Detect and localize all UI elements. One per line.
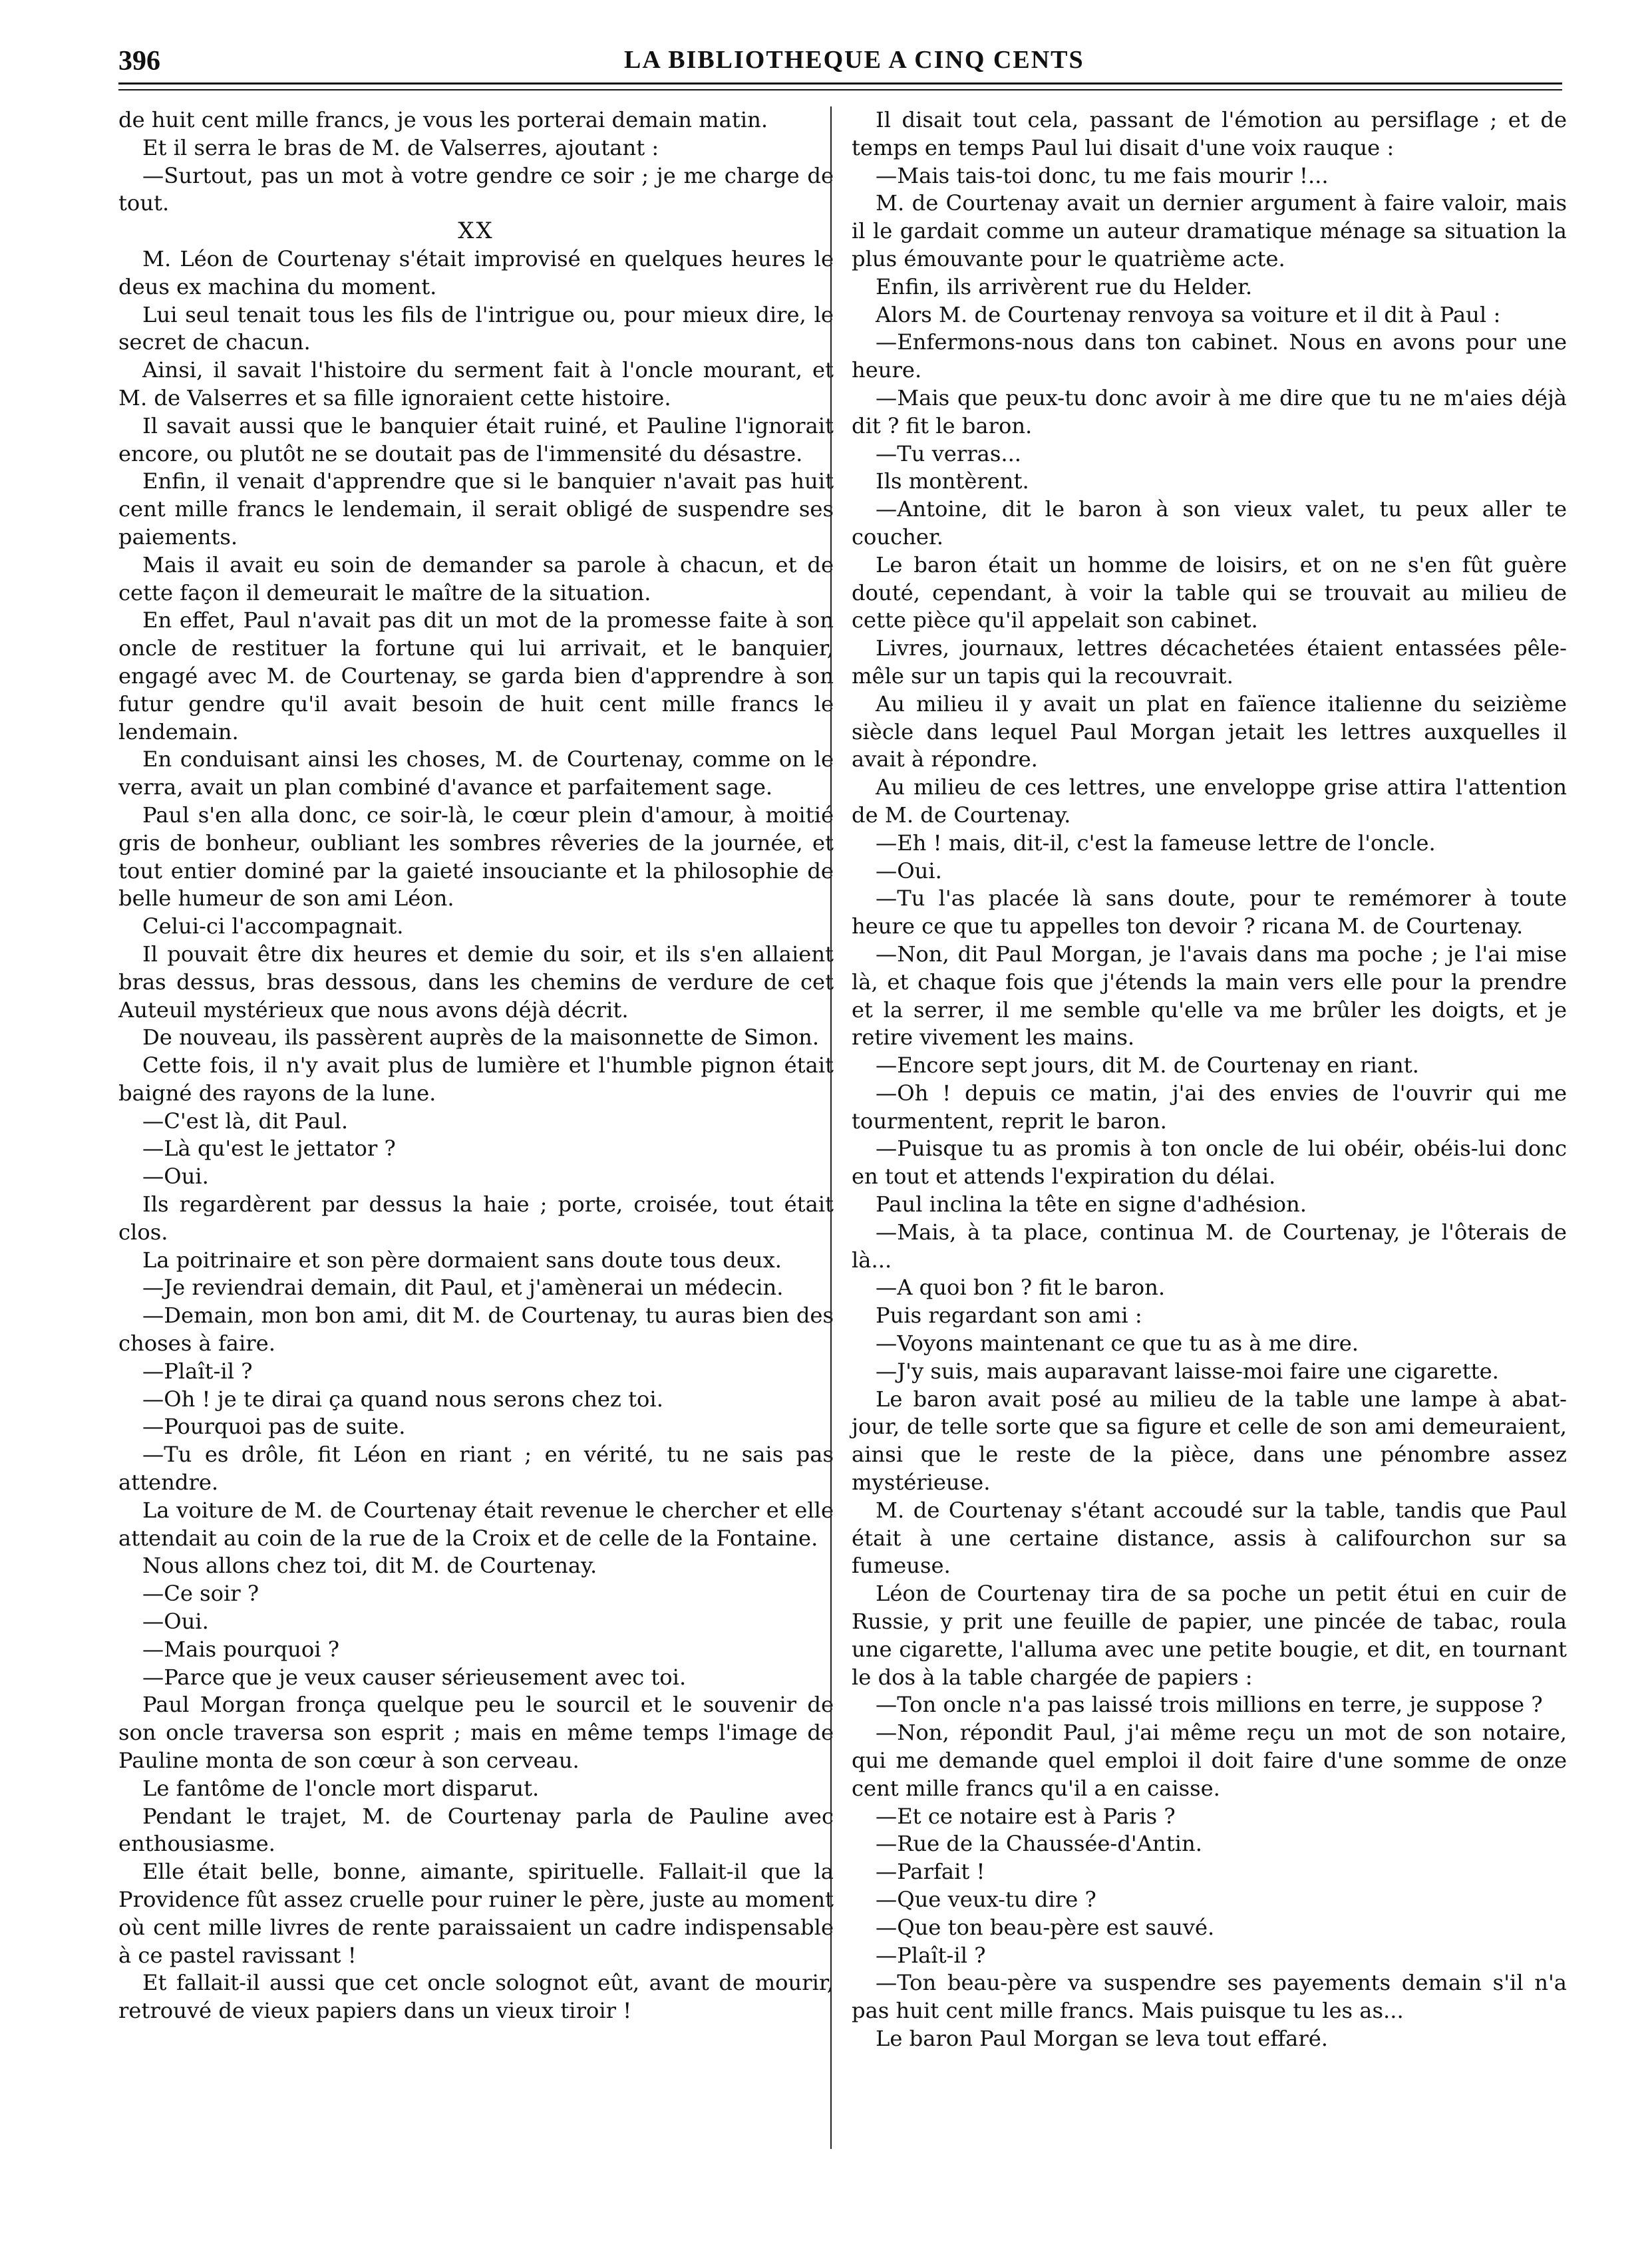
left-column — [118, 106, 834, 2025]
paragraph: —Rue de la Chaussée-d'Antin. — [876, 1831, 1202, 1857]
paragraph: Il pouvait être dix heures et demie du soir, et ils s'en allaient bras dessus, bras dessous, dans les chemins de verdure de cet Auteuil mystérieux que nous avons déjà décrit. — [118, 941, 834, 1023]
paragraph: —Non, répondit Paul, j'ai même reçu un mot de son notaire, qui me demande quel emploi il doit faire d'une somme de onze cent mille francs qu'il a en caisse. — [852, 1720, 1567, 1801]
paragraph: —Eh ! mais, dit-il, c'est la fameuse lettre de l'oncle. — [876, 830, 1436, 856]
paragraph: M. de Courtenay s'étant accoudé sur la table, tandis que Paul était à une certaine distance, assis à califourchon sur sa fumeuse. — [852, 1497, 1567, 1579]
paragraph: —Surtout, pas un mot à votre gendre ce soir ; je me charge de tout. — [118, 162, 834, 216]
paragraph: La poitrinaire et son père dormaient sans doute tous deux. — [142, 1247, 782, 1273]
page-number: 396 — [118, 46, 160, 77]
paragraph: —Demain, mon bon ami, dit M. de Courtenay, tu auras bien des choses à faire. — [118, 1303, 834, 1357]
paragraph: Le fantôme de l'oncle mort disparut. — [142, 1775, 540, 1801]
paragraph: Elle était belle, bonne, aimante, spirituelle. Fallait-il que la Providence fût assez cruelle pour ruiner le père, juste au moment où cent mille livres de rente paraissaient un cadre indispensable à ce pastel ravissant ! — [118, 1859, 834, 1968]
paragraph: Ils regardèrent par dessus la haie ; porte, croisée, tout était clos. — [118, 1192, 834, 1245]
paragraph: —Pourquoi pas de suite. — [142, 1414, 406, 1440]
paragraph: Le baron avait posé au milieu de la table une lampe à abat-jour, de telle sorte que sa figure et celle de son ami demeuraient, ainsi que le reste de la pièce, dans une pénombre assez mystérieuse. — [852, 1386, 1567, 1496]
paragraph: —Là qu'est le jettator ? — [142, 1136, 396, 1162]
paragraph: de huit cent mille francs, je vous les porterai demain matin. — [118, 107, 768, 132]
paragraph: —Puisque tu as promis à ton oncle de lui obéir, obéis-lui donc en tout et attends l'expiration du délai. — [852, 1136, 1567, 1190]
paragraph: Ainsi, il savait l'histoire du serment fait à l'oncle mourant, et M. de Valserres et sa fille ignoraient cette histoire. — [118, 357, 834, 410]
paragraph: —Tu l'as placée là sans doute, pour te remémorer à toute heure ce que tu appelles ton devoir ? ricana M. de Courtenay. — [852, 886, 1567, 939]
paragraph: —Parfait ! — [876, 1859, 985, 1885]
paragraph: La voiture de M. de Courtenay était revenue le chercher et elle attendait au coin de la rue de la Croix et de celle de la Fontaine. — [118, 1497, 834, 1551]
paragraph: Et fallait-il aussi que cet oncle solognot eût, avant de mourir, retrouvé de vieux papiers dans un vieux tiroir ! — [118, 1970, 834, 2024]
paragraph: —Oui. — [142, 1609, 209, 1635]
paragraph: —Et ce notaire est à Paris ? — [876, 1803, 1176, 1829]
paragraph: —J'y suis, mais auparavant laisse-moi faire une cigarette. — [876, 1358, 1499, 1384]
paragraph: —Ton beau-père va suspendre ses payements demain s'il n'a pas huit cent mille francs. Mais puisque tu les as... — [852, 1970, 1567, 2024]
paragraph: En effet, Paul n'avait pas dit un mot de la promesse faite à son oncle de restituer la fortune qui lui arrivait, et le banquier, engagé avec M. de Courtenay, se garda bien d'apprendre à son futur gendre qu'il avait besoin de huit cent mille francs le lendemain. — [118, 607, 834, 744]
paragraph: —Oui. — [876, 858, 942, 884]
paragraph: —Oh ! depuis ce matin, j'ai des envies de l'ouvrir qui me tourmentent, reprit le baron. — [852, 1080, 1567, 1134]
paragraph: Pendant le trajet, M. de Courtenay parla de Pauline avec enthousiasme. — [118, 1803, 834, 1857]
paragraph: —Tu verras... — [876, 440, 1022, 466]
paragraph: —A quoi bon ? fit le baron. — [876, 1275, 1166, 1301]
paragraph: Au milieu de ces lettres, une enveloppe grise attira l'attention de M. de Courtenay. — [852, 774, 1567, 828]
paragraph: —Que veux-tu dire ? — [876, 1887, 1096, 1912]
paragraph: De nouveau, ils passèrent auprès de la maisonnette de Simon. — [142, 1025, 820, 1051]
paragraph: Alors M. de Courtenay renvoya sa voiture et il dit à Paul : — [876, 301, 1501, 327]
header-rule — [118, 82, 1562, 84]
paragraph: —Non, dit Paul Morgan, je l'avais dans ma poche ; je l'ai mise là, et chaque fois que j'étends la main vers elle pour la prendre et la serrer, il me semble qu'elle va me brûler les doigts, et je retire vivement les mains. — [852, 941, 1567, 1051]
paragraph: Le baron Paul Morgan se leva tout effaré. — [876, 2025, 1329, 2051]
paragraph: —Je reviendrai demain, dit Paul, et j'amènerai un médecin. — [142, 1275, 784, 1301]
paragraph: —Mais pourquoi ? — [142, 1636, 339, 1662]
paragraph: Paul Morgan fronça quelque peu le sourcil et le souvenir de son oncle traversa son esprit ; mais en même temps l'image de Pauline monta de son cœur à son cerveau. — [118, 1692, 834, 1774]
paragraph: —Oui. — [142, 1164, 209, 1190]
paragraph: Mais il avait eu soin de demander sa parole à chacun, et de cette façon il demeurait le maître de la situation. — [118, 552, 834, 605]
paragraph: —Enfermons-nous dans ton cabinet. Nous en avons pour une heure. — [852, 329, 1567, 383]
paragraph: En conduisant ainsi les choses, M. de Courtenay, comme on le verra, avait un plan combiné d'avance et parfaitement sage. — [118, 746, 834, 800]
paragraph: —Voyons maintenant ce que tu as à me dire. — [876, 1331, 1359, 1357]
paragraph: Et il serra le bras de M. de Valserres, ajoutant : — [142, 134, 659, 160]
chapter-heading: XX — [458, 218, 494, 245]
paragraph: Livres, journaux, lettres décachetées étaient entassées pêle-mêle sur un tapis qui la recouvrait. — [852, 635, 1567, 689]
paragraph: Paul inclina la tête en signe d'adhésion. — [876, 1192, 1307, 1217]
paragraph: M. de Courtenay avait un dernier argument à faire valoir, mais il le gardait comme un auteur dramatique ménage sa situation la plus émouvante pour le quatrième acte. — [852, 190, 1567, 271]
paragraph: —Antoine, dit le baron à son vieux valet, tu peux aller te coucher. — [852, 496, 1567, 550]
paragraph: —Parce que je veux causer sérieusement avec toi. — [142, 1664, 687, 1690]
paragraph: M. Léon de Courtenay s'était improvisé en quelques heures le deus ex machina du moment. — [118, 245, 834, 299]
paragraph: Puis regardant son ami : — [876, 1303, 1142, 1329]
paragraph: Au milieu il y avait un plat en faïence italienne du seizième siècle dans lequel Paul Morgan jetait les lettres auxquelles il avait à répondre. — [852, 691, 1567, 772]
paragraph: Nous allons chez toi, dit M. de Courtenay. — [142, 1553, 597, 1579]
paragraph: Il savait aussi que le banquier était ruiné, et Pauline l'ignorait encore, ou plutôt ne se doutait pas de l'immensité du désastre. — [118, 412, 834, 466]
header-rule-thin — [118, 89, 1562, 90]
paragraph: Léon de Courtenay tira de sa poche un petit étui en cuir de Russie, y prit une feuille de papier, une pincée de tabac, roula une cigarette, l'alluma avec une petite bougie, et dit, en tournant le dos à la table chargée de papiers : — [852, 1581, 1567, 1690]
paragraph: Paul s'en alla donc, ce soir-là, le cœur plein d'amour, à moitié gris de bonheur, oubliant les sombres rêveries de la journée, et tout entier dominé par la gaieté insouciante et la philosophie de belle humeur de son ami Léon. — [118, 802, 834, 911]
paragraph: Ils montèrent. — [876, 468, 1029, 494]
right-column — [852, 106, 1567, 2053]
paragraph: —Plaît-il ? — [876, 1942, 986, 1968]
paragraph: Enfin, il venait d'apprendre que si le banquier n'avait pas huit cent mille francs le lendemain, il serait obligé de suspendre ses paiements. — [118, 468, 834, 550]
paragraph: —Que ton beau-père est sauvé. — [876, 1914, 1215, 1940]
paragraph: —C'est là, dit Paul. — [142, 1108, 349, 1134]
paragraph: Le baron était un homme de loisirs, et on ne s'en fût guère douté, cependant, à voir la table qui se trouvait au milieu de cette pièce qu'il appelait son cabinet. — [852, 552, 1567, 633]
paragraph: Enfin, ils arrivèrent rue du Helder. — [876, 273, 1253, 299]
paragraph: —Oh ! je te dirai ça quand nous serons chez toi. — [142, 1386, 663, 1412]
page-header — [118, 40, 1562, 97]
paragraph: Celui-ci l'accompagnait. — [142, 913, 404, 939]
paragraph: —Tu es drôle, fit Léon en riant ; en vérité, tu ne sais pas attendre. — [118, 1442, 834, 1496]
paragraph: Il disait tout cela, passant de l'émotion au persiflage ; et de temps en temps Paul lui disait d'une voix rauque : — [852, 107, 1567, 160]
paragraph: —Ton oncle n'a pas laissé trois millions en terre, je suppose ? — [876, 1692, 1543, 1718]
running-title: LA BIBLIOTHEQUE A CINQ CENTS — [624, 46, 1084, 74]
paragraph: —Plaît-il ? — [142, 1358, 253, 1384]
paragraph: Cette fois, il n'y avait plus de lumière et l'humble pignon était baigné des rayons de la lune. — [118, 1052, 834, 1106]
column-divider — [830, 106, 832, 2149]
paragraph: —Mais que peux-tu donc avoir à me dire que tu ne m'aies déjà dit ? fit le baron. — [852, 385, 1567, 438]
paragraph: Lui seul tenait tous les fils de l'intrigue ou, pour mieux dire, le secret de chacun. — [118, 301, 834, 355]
paragraph: —Encore sept jours, dit M. de Courtenay en riant. — [876, 1052, 1419, 1078]
paragraph: —Mais, à ta place, continua M. de Courtenay, je l'ôterais de là... — [852, 1219, 1567, 1273]
paragraph: —Ce soir ? — [142, 1581, 259, 1607]
paragraph: —Mais tais-toi donc, tu me fais mourir !... — [876, 162, 1329, 188]
